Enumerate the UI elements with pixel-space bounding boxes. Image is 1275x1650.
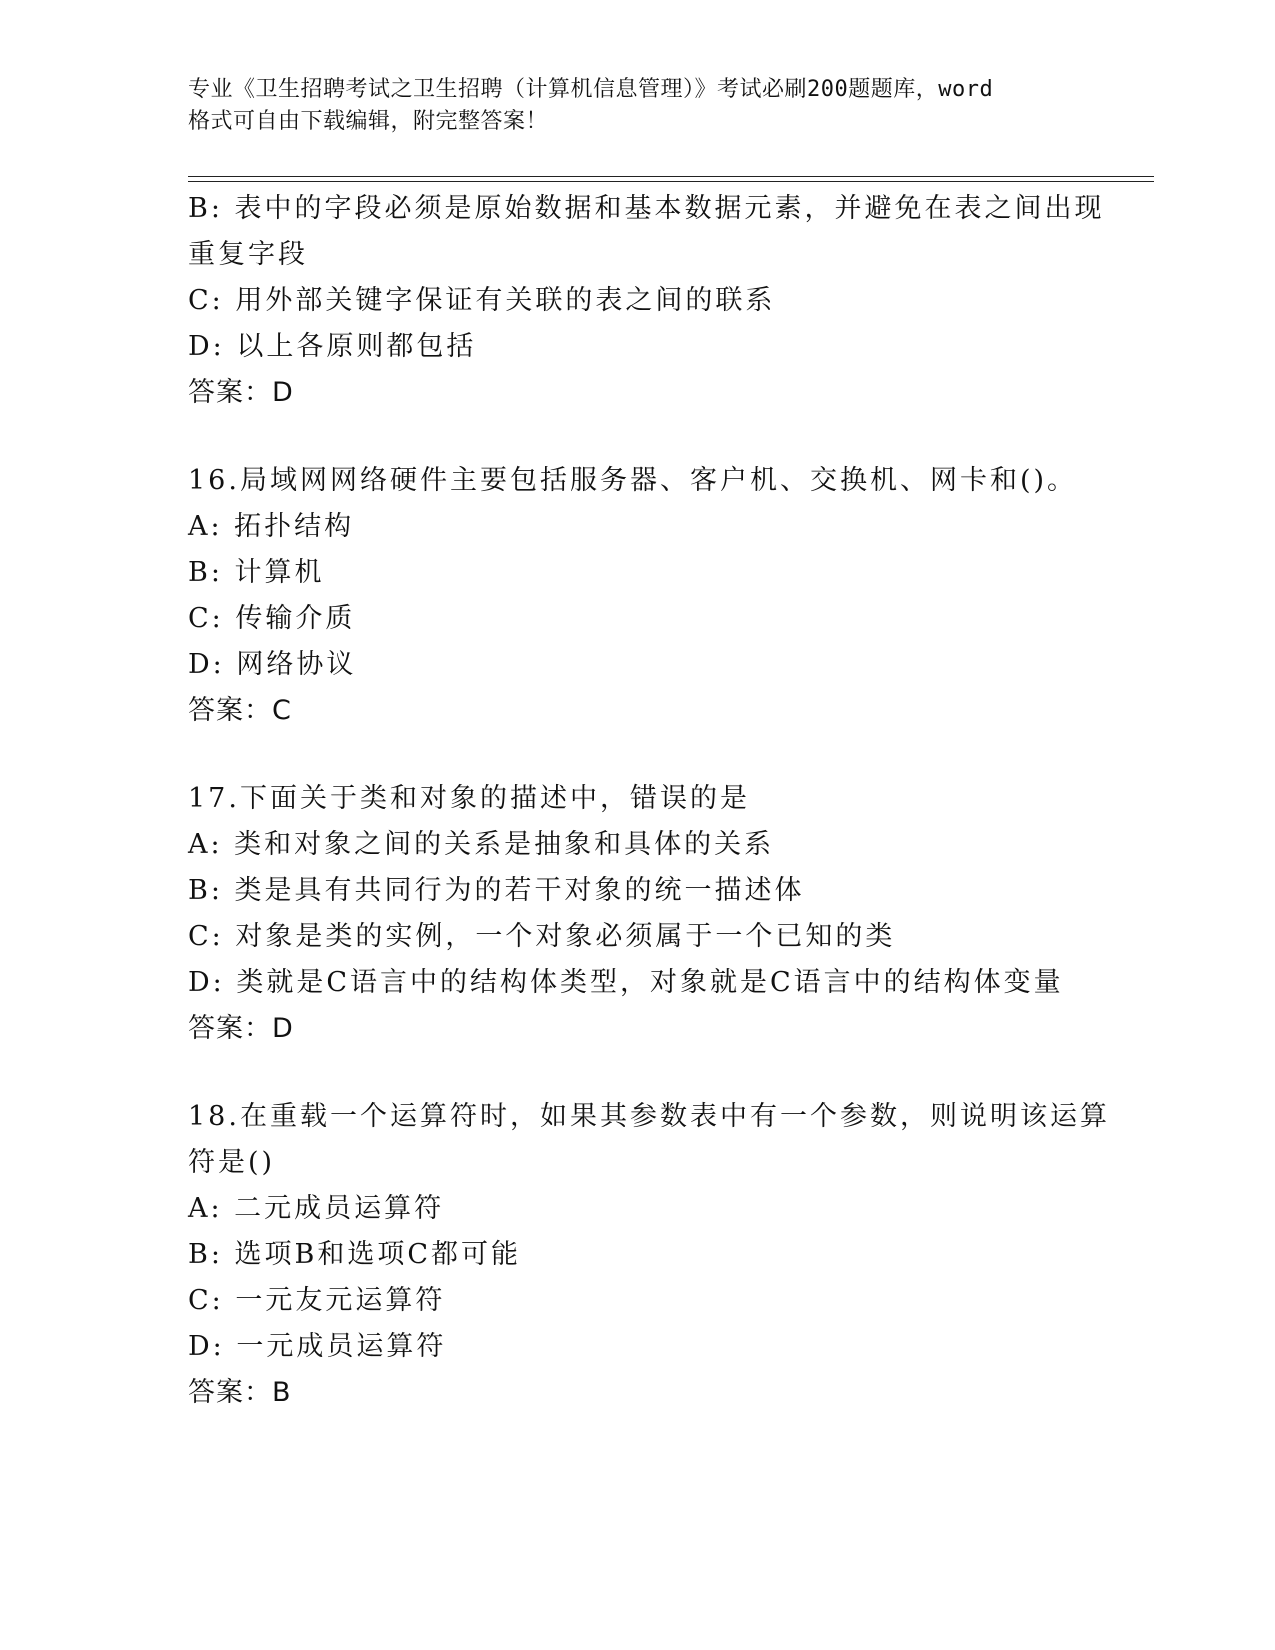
question-stem: 17.下面关于类和对象的描述中，错误的是 <box>188 783 750 814</box>
question-16 <box>188 458 1088 734</box>
spacer <box>188 416 1088 458</box>
option-a: A: 二元成员运算符 <box>188 1193 445 1224</box>
option-b-continued: 重复字段 <box>188 239 308 270</box>
option-d: D: 网络协议 <box>188 649 357 680</box>
document-header <box>188 74 1088 138</box>
question-stem: 18.在重载一个运算符时，如果其参数表中有一个参数，则说明该运算 <box>188 1101 1110 1132</box>
option-c: C: 对象是类的实例，一个对象必须属于一个已知的类 <box>188 921 896 952</box>
spacer <box>188 1052 1088 1094</box>
spacer <box>188 734 1088 776</box>
option-d: D: 以上各原则都包括 <box>188 331 477 362</box>
option-b: B: 类是具有共同行为的若干对象的统一描述体 <box>188 875 805 906</box>
option-b: B: 选项B和选项C都可能 <box>188 1239 522 1270</box>
option-c: C: 用外部关键字保证有关联的表之间的联系 <box>188 285 776 316</box>
question-stem-continued: 符是() <box>188 1147 276 1178</box>
answer-line: 答案：D <box>188 377 294 408</box>
option-a: A: 拓扑结构 <box>188 511 355 542</box>
option-d: D: 一元成员运算符 <box>188 1331 447 1362</box>
option-a: A: 类和对象之间的关系是抽象和具体的关系 <box>188 829 775 860</box>
option-b: B: 表中的字段必须是原始数据和基本数据元素，并避免在表之间出现 <box>188 193 1105 224</box>
option-c: C: 传输介质 <box>188 603 356 634</box>
option-d: D: 类就是C语言中的结构体类型，对象就是C语言中的结构体变量 <box>188 967 1064 998</box>
answer-line: 答案：B <box>188 1377 292 1408</box>
header-divider <box>188 176 1154 182</box>
option-c: C: 一元友元运算符 <box>188 1285 446 1316</box>
question-18 <box>188 1094 1110 1416</box>
answer-line: 答案：D <box>188 1013 294 1044</box>
answer-line: 答案：C <box>188 695 292 726</box>
question-17 <box>188 776 1088 1052</box>
question-stem: 16.局域网网络硬件主要包括服务器、客户机、交换机、网卡和()。 <box>188 465 1078 496</box>
option-b: B: 计算机 <box>188 557 325 588</box>
question-15-fragment <box>188 186 1105 416</box>
question-list <box>188 186 1110 1416</box>
header-line-1: 专业《卫生招聘考试之卫生招聘（计算机信息管理）》考试必刷200题题库，word <box>188 77 994 102</box>
header-line-2: 格式可自由下载编辑，附完整答案！ <box>188 109 549 134</box>
